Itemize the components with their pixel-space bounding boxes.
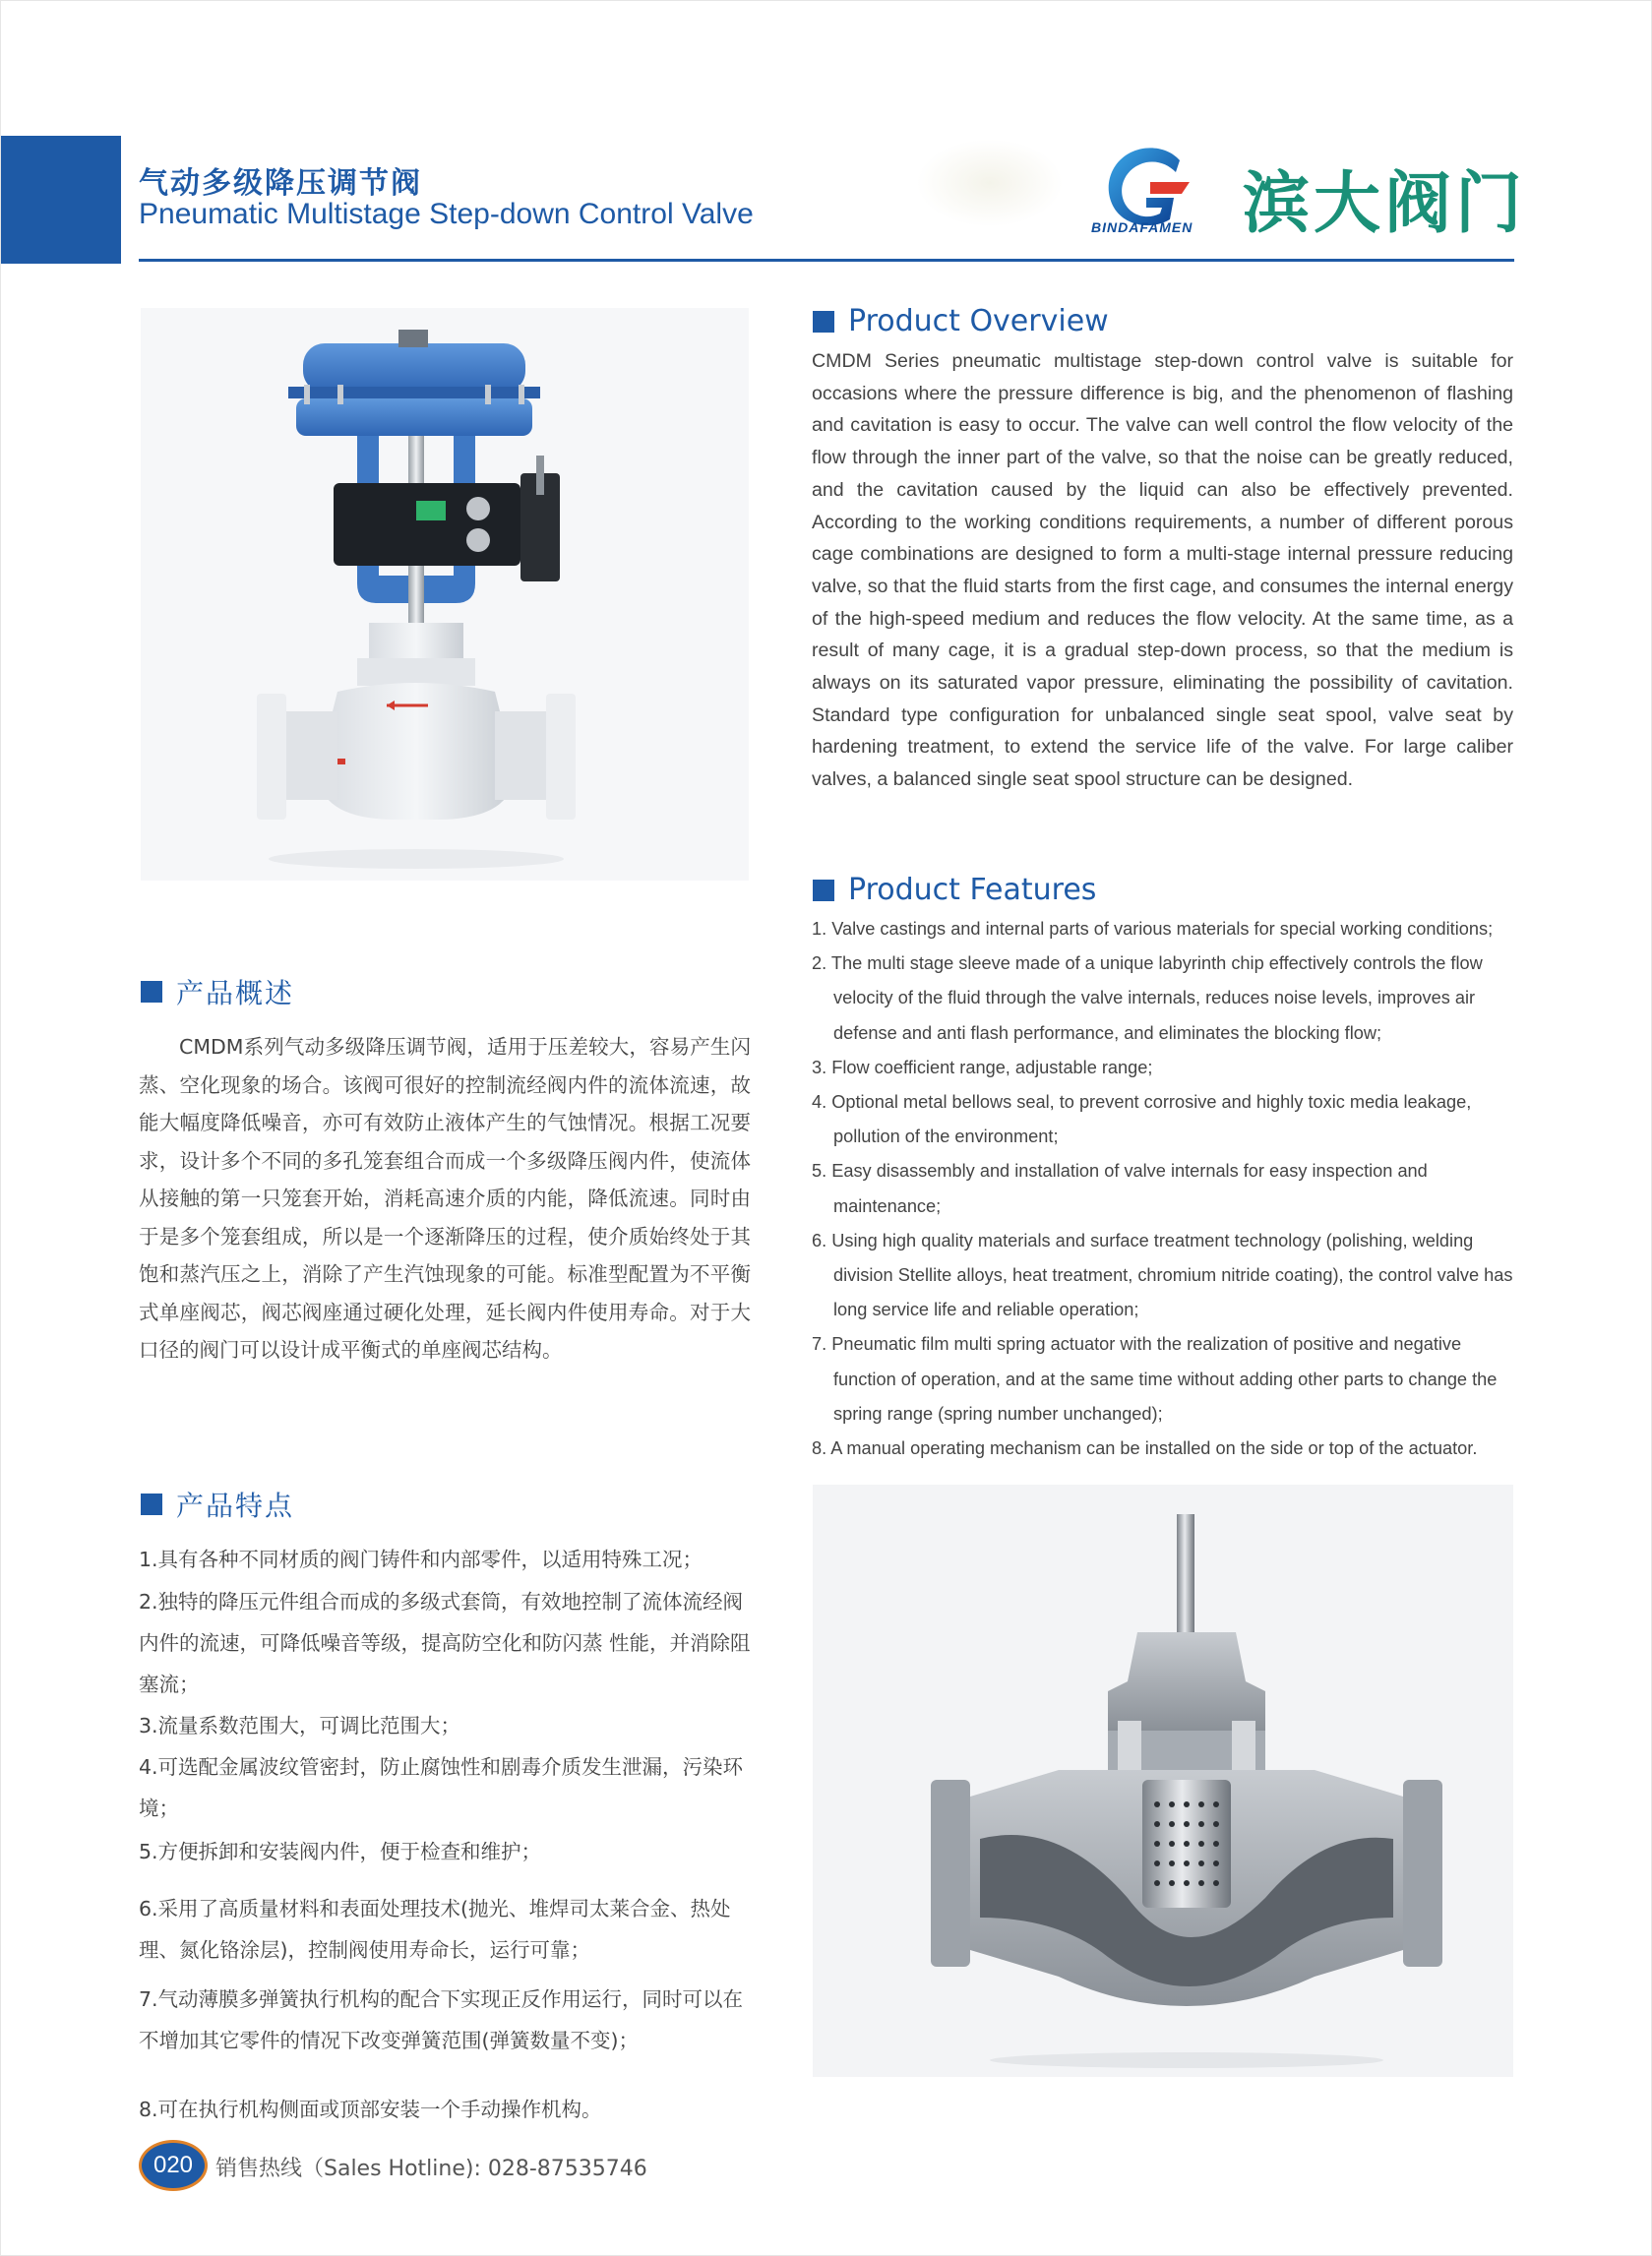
list-item: 5. Easy disassembly and installation of valve internals for easy inspection and maintenance; [812, 1161, 1428, 1216]
heading-square-icon [141, 1494, 162, 1515]
product-photo-valve [141, 308, 749, 881]
sales-hotline: 销售热线（Sales Hotline): 028-87535746 [215, 2157, 647, 2181]
header-divider [139, 259, 1514, 262]
page-title-cn: 气动多级降压调节阀 [139, 166, 422, 201]
header-accent-bar [1, 136, 121, 264]
section-heading-overview-cn [141, 972, 294, 1011]
list-item: 5.方便拆卸和安装阀内件，便于检查和维护； [139, 1840, 542, 1863]
list-item: 2. The multi stage sleeve made of a unique labyrinth chip effectively controls the flow velocity of the fluid through the valve internals, reduces noise levels, improves air defense and anti flash performance, and eliminates the blocking flow; [812, 953, 1483, 1043]
section-heading-product-features [813, 873, 1096, 907]
page-number-badge: 020 [139, 2140, 208, 2191]
list-item: 6. Using high quality materials and surface treatment technology (polishing, welding division Stellite alloys, heat treatment, chromium nitride coating), the control valve has long service life and reliable operation; [812, 1230, 1513, 1320]
section-heading-features-cn [141, 1485, 294, 1524]
heading-text: 产品特点 [176, 1490, 295, 1522]
logo-text: BINDAFAMEN [1091, 219, 1193, 235]
list-item: 8. A manual operating mechanism can be installed on the side or top of the actuator. [812, 1438, 1478, 1459]
valve-cutaway-illustration [813, 1485, 1513, 2077]
list-item: 7.气动薄膜多弹簧执行机构的配合下实现正反作用运行，同时可以在不增加其它零件的情况下改变弹簧范围(弹簧数量不变)； [139, 1987, 744, 2052]
list-item: 1.具有各种不同材质的阀门铸件和内部零件，以适用特殊工况； [139, 1548, 704, 1571]
list-item: 1. Valve castings and internal parts of various materials for special working conditions; [812, 919, 1494, 939]
list-item: 7. Pneumatic film multi spring actuator with the realization of positive and negative function of operation, and at the same time without adding other parts to change the spring range (spring number unchanged); [812, 1334, 1498, 1424]
heading-text: Product Overview [848, 304, 1109, 338]
product-photo-cutaway [813, 1485, 1513, 2077]
heading-square-icon [141, 981, 162, 1003]
heading-square-icon [813, 311, 834, 333]
pneumatic-valve-illustration [141, 308, 749, 881]
list-item: 3. Flow coefficient range, adjustable range; [812, 1057, 1153, 1077]
list-item: 8.可在执行机构侧面或顶部安装一个手动操作机构。 [139, 2098, 602, 2121]
list-item: 6.采用了高质量材料和表面处理技术(抛光、堆焊司太莱合金、热处理、氮化铬涂层)，控制阀使用寿命长，运行可靠； [139, 1897, 731, 1962]
heading-text: Product Features [848, 873, 1097, 907]
page-title-en: Pneumatic Multistage Step-down Control Valve [139, 198, 754, 230]
overview-cn-text: CMDM系列气动多级降压调节阀，适用于压差较大，容易产生闪蒸、空化现象的场合。该阀可很好的控制流经阀内件的流体流速，故能大幅度降低噪音，亦可有效防止液体产生的气蚀情况。根据工况要求，设计多个不同的多孔笼套组合而成一个多级降压阀内件，使流体从接触的第一只笼套开始，消耗高速介质的内能，降低流速。同时由于是多个笼套组成，所以是一个逐渐降压的过程，使介质始终处于其饱和蒸汽压之上，消除了产生汽蚀现象的可能。标准型配置为不平衡式单座阀芯，阀芯阀座通过硬化处理，延长阀内件使用寿命。对于大口径的阀门可以设计成平衡式的单座阀芯结构。 [139, 1035, 751, 1362]
brand-name: 滨大阀门 [1243, 165, 1527, 243]
product-overview-text: CMDM Series pneumatic multistage step-down control valve is suitable for occasions where the pressure difference is big, and the phenomenon of flashing and cavitation is easy to occur. The valve can well control the flow velocity of the flow through the inner part of the valve, so that the noise can be greatly reduced, and the cavitation caused by the liquid can also be effectively prevented. According to the working conditions requirements, a number of different porous cage combinations are designed to form a multi-stage internal pressure reducing valve, so that the fluid starts from the first cage, and consumes the internal energy of the high-speed medium and reduces the flow velocity. At the same time, as a result of many cage, it is a gradual step-down process, so that the medium is always on its saturated vapor pressure, eliminating the possibility of cavitation. Standard type configuration for unbalanced single seat spool, valve seat by hardening treatment, to extend the service life of the valve. For large caliber valves, a balanced single seat spool structure can be designed. [812, 350, 1513, 791]
list-item: 4. Optional metal bellows seal, to prevent corrosive and highly toxic media leakage, pollution of the environment; [812, 1092, 1472, 1147]
logo-watermark [916, 139, 1064, 227]
heading-square-icon [813, 880, 834, 901]
section-heading-product-overview [813, 304, 1109, 338]
list-item: 4.可选配金属波纹管密封，防止腐蚀性和剧毒介质发生泄漏，污染环境； [139, 1755, 744, 1820]
heading-text: 产品概述 [176, 977, 295, 1009]
list-item: 2.独特的降压元件组合而成的多级式套筒，有效地控制了流体流经阀内件的流速，可降低噪音等级，提高防空化和防闪蒸 性能，并消除阻塞流； [139, 1590, 751, 1696]
list-item: 3.流量系数范围大，可调比范围大； [139, 1714, 461, 1738]
product-features-list [812, 912, 1522, 1466]
